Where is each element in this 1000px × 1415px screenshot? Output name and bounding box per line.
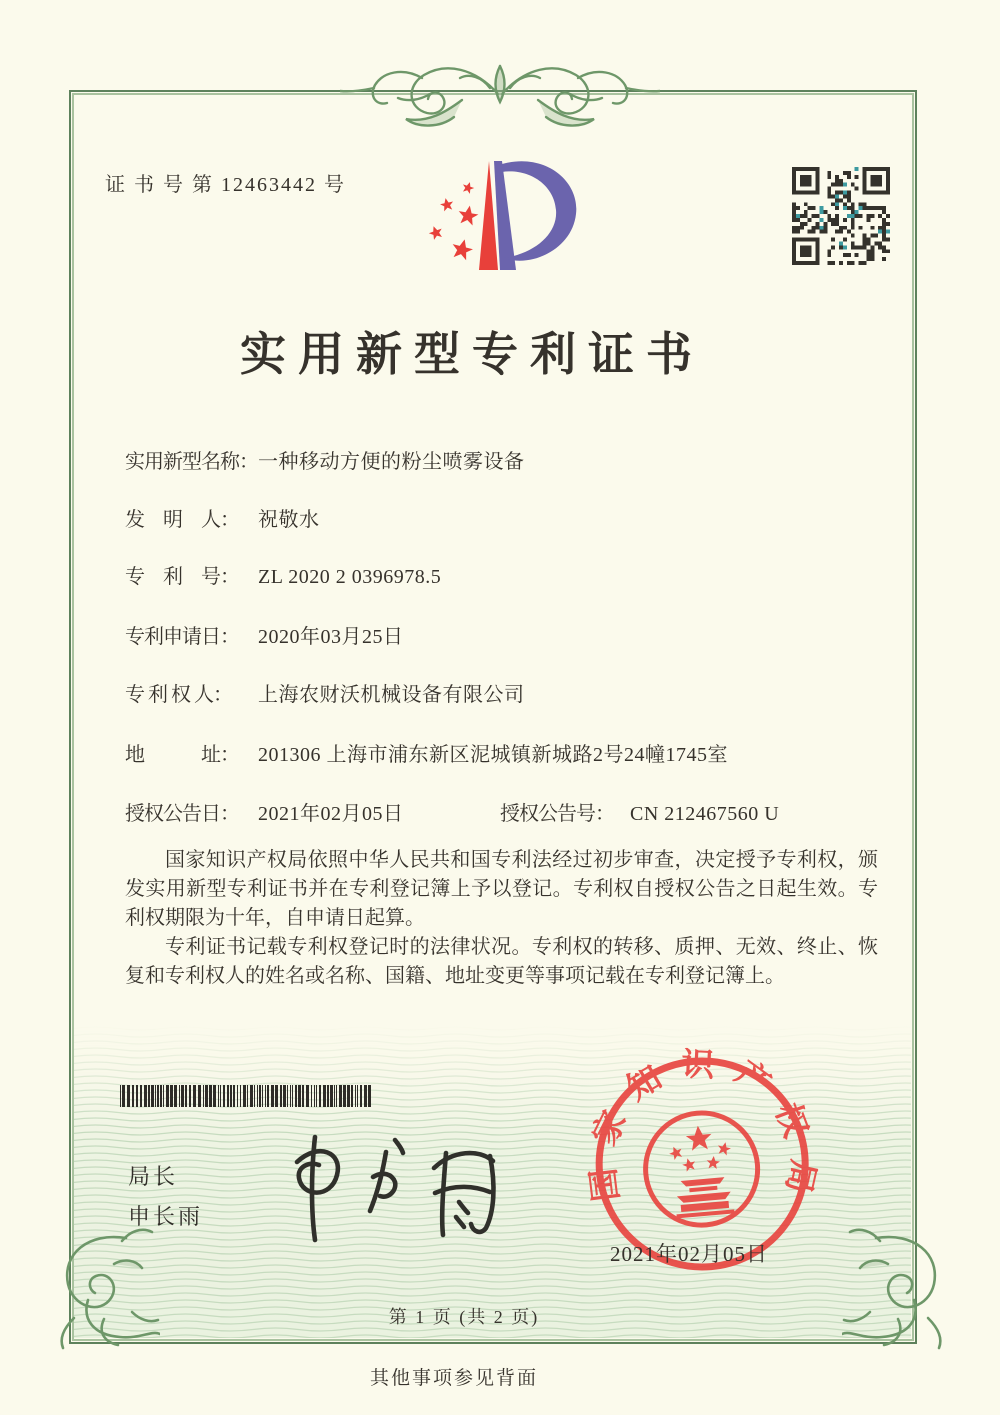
legal-text: [125, 846, 878, 991]
field-row-address: [125, 738, 728, 767]
field-row-name: [125, 445, 525, 474]
field-label: 授权公告号：: [500, 803, 614, 825]
field-value: 一种移动方便的粉尘喷雾设备: [258, 451, 525, 473]
commissioner-name: 申长雨: [128, 1204, 204, 1229]
seal-date: 2021年02月05日: [610, 1242, 768, 1266]
qr-code: [792, 167, 890, 265]
field-row-patentee: [125, 678, 525, 707]
barcode: [120, 1085, 373, 1107]
field-row-grant: [125, 797, 780, 826]
back-side-note: 其他事项参见背面: [369, 1368, 538, 1389]
field-label: 发 明 人：: [125, 509, 239, 531]
commissioner-title: 局长: [128, 1164, 179, 1189]
field-label: 授权公告日：: [125, 803, 239, 825]
field-label: 专 利 权 人：: [125, 684, 232, 706]
grant-number-group: [500, 797, 779, 826]
certificate-title: 实用新型专利证书: [240, 329, 704, 380]
field-row-inventor: [125, 503, 320, 532]
field-label: 地 址：: [125, 744, 239, 766]
cnipa-logo-icon: [428, 156, 580, 278]
field-value: 上海农财沃机械设备有限公司: [258, 684, 525, 706]
seal-agency-text: 国家知识产权局: [583, 1046, 821, 1215]
commissioner-signature: [285, 1122, 510, 1247]
field-label: 专 利 号：: [125, 566, 239, 588]
page-number: 第 1 页 (共 2 页): [388, 1307, 540, 1327]
certificate-number: 证 书 号 第 12463442 号: [105, 174, 346, 196]
field-value: CN 212467560 U: [630, 803, 780, 825]
field-value: 201306 上海市浦东新区泥城镇新城路2号24幢1745室: [258, 744, 728, 766]
legal-paragraph-1: 国家知识产权局依照中华人民共和国专利法经过初步审查，决定授予专利权，颁发实用新型专利证书并在专利登记簿上予以登记。专利权自授权公告之日起生效。专利权期限为十年，自申请日起算。: [125, 849, 878, 929]
field-label: 专利申请日：: [125, 626, 239, 648]
top-flourish-ornament: [340, 50, 660, 128]
bottom-left-flourish: [28, 1224, 160, 1350]
bottom-right-flourish: [842, 1224, 974, 1350]
field-value: 2021年02月05日: [258, 803, 404, 825]
field-row-patent-no: [125, 560, 441, 589]
field-value: 祝敬水: [258, 509, 320, 531]
national-emblem-icon: [641, 1108, 762, 1229]
field-row-filing-date: [125, 620, 404, 649]
field-value: 2020年03月25日: [258, 626, 404, 648]
legal-paragraph-2: 专利证书记载专利权登记时的法律状况。专利权的转移、质押、无效、终止、恢复和专利权人的姓名或名称、国籍、地址变更等事项记载在专利登记簿上。: [125, 936, 878, 987]
field-label: 实用新型名称：: [125, 451, 258, 473]
field-value: ZL 2020 2 0396978.5: [258, 566, 442, 588]
